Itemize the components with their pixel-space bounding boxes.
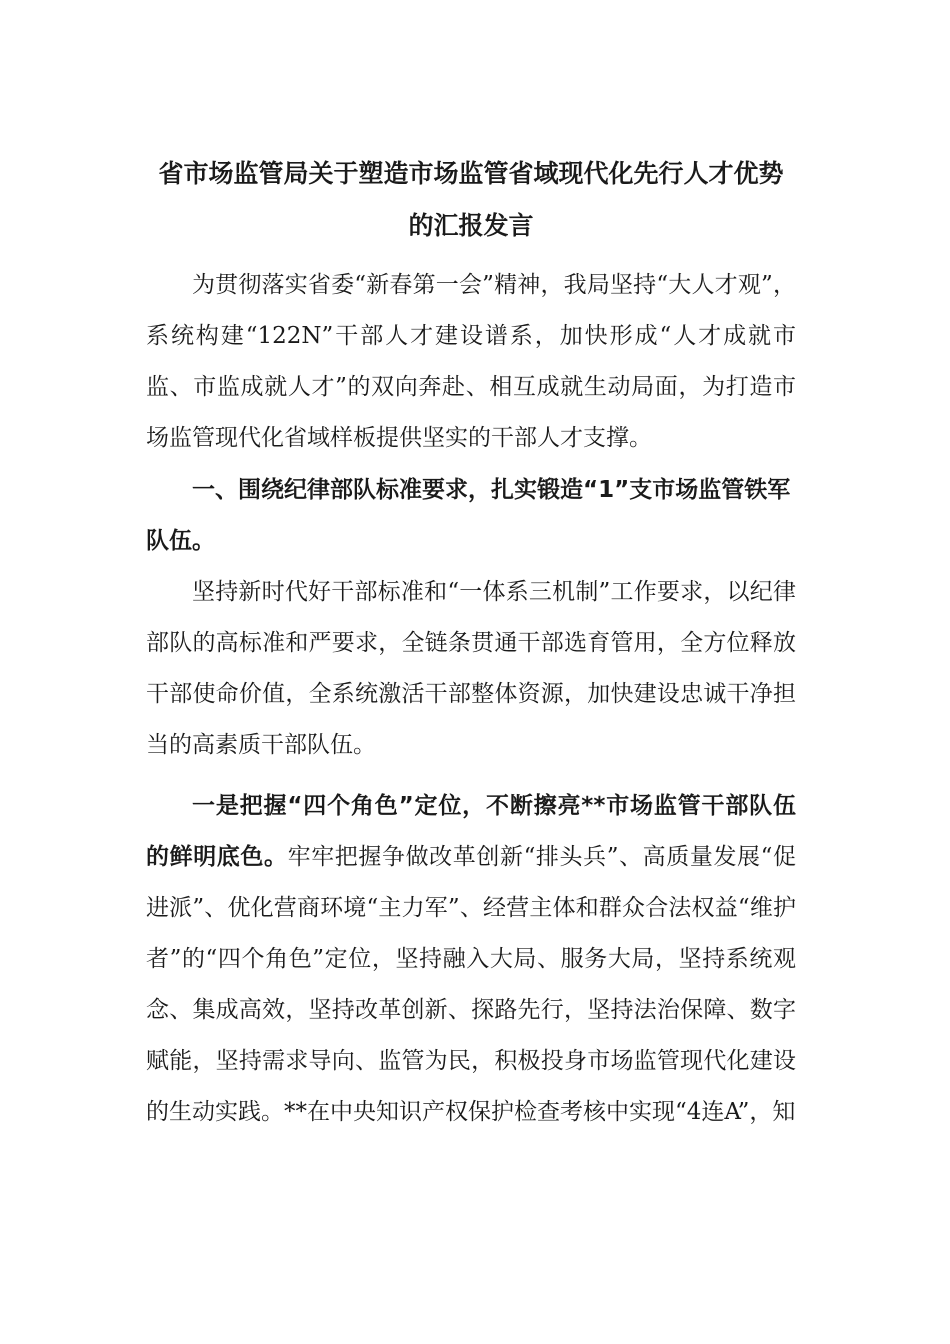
- title-line-2: 的汇报发言: [408, 211, 534, 240]
- point-1-lead: 一是把握“四个角色”定位，不断擦亮**市场监管干部队伍的鲜明底色。: [146, 793, 796, 870]
- intro-paragraph: 为贯彻落实省委“新春第一会”精神，我局坚持“大人才观”，系统构建“122N”干部人才建设谱系，加快形成“人才成就市监、市监成就人才”的双向奔赴、相互成就生动局面，为打造市场监管现代化省域样板提供坚实的干部人才支撑。: [146, 272, 796, 451]
- document-title: [146, 148, 796, 252]
- title-line-1: 省市场监管局关于塑造市场监管省域现代化先行人才优势: [158, 159, 784, 188]
- point-1-body: 牢牢把握争做改革创新“排头兵”、高质量发展“促进派”、优化营商环境“主力军”、经营主体和群众合法权益“维护者”的“四个角色”定位，坚持融入大局、服务大局，坚持系统观念、集成高效，坚持改革创新、探路先行，坚持法治保障、数字赋能，坚持需求导向、监管为民，积极投身市场监管现代化建设的生动实践。**在中央知识产权保护检查考核中实现“4连A”，知: [146, 844, 797, 1125]
- document-page: [146, 148, 796, 1138]
- section-1-body: 坚持新时代好干部标准和“一体系三机制”工作要求，以纪律部队的高标准和严要求，全链条贯通干部选育管用，全方位释放干部使命价值，全系统激活干部整体资源，加快建设忠诚干净担当的高素质干部队伍。: [146, 579, 796, 758]
- section-1-heading: 一、围绕纪律部队标准要求，扎实锻造“1”支市场监管铁军队伍。: [146, 477, 791, 554]
- point-1-paragraph: [146, 781, 796, 1138]
